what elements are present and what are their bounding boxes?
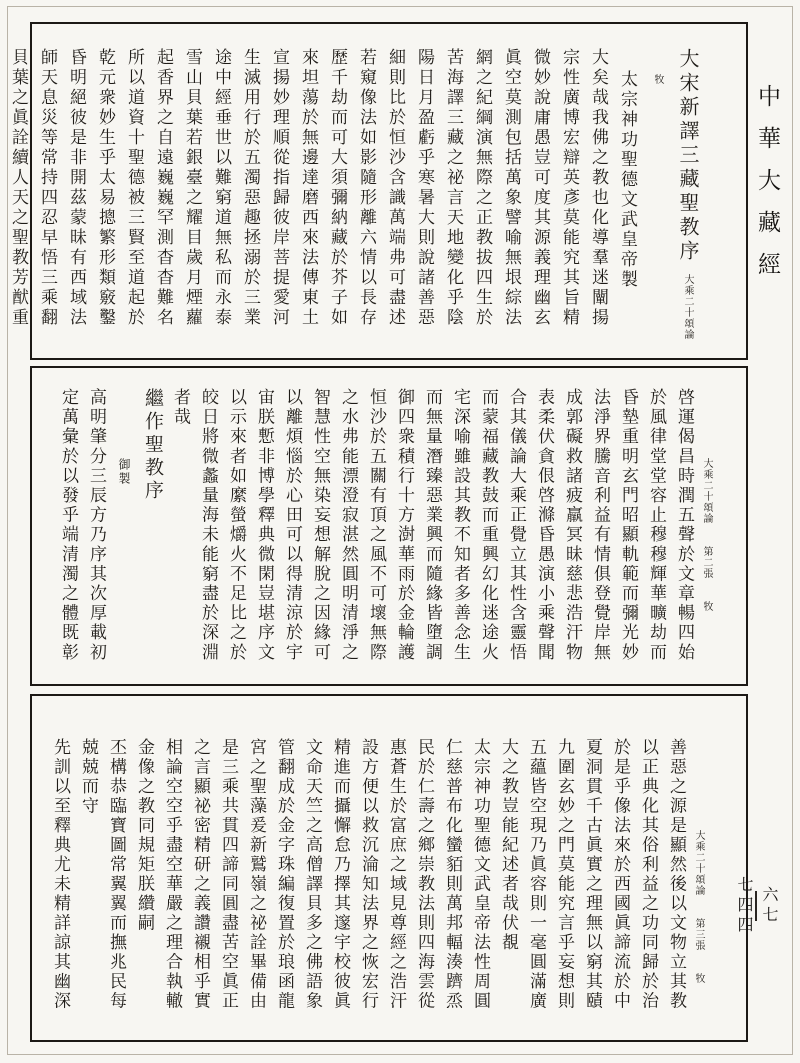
column-text: 精進而攝懈怠乃擇其邃宇校彼眞	[331, 738, 350, 1011]
column-text: 者哉	[171, 388, 190, 428]
text-column	[102, 738, 130, 1034]
text-column	[46, 738, 74, 1034]
column-text: 民於仁壽之鄉崇教法則四海雲從	[415, 738, 434, 1011]
text-column	[586, 388, 614, 678]
column-text: 來坦蕩於無邊達磨西來法傳東土	[299, 48, 318, 328]
column-text: 微妙說庸愚豈可度其源義理幽玄	[531, 48, 550, 328]
column-text: 於是乎像法來於西國眞諦流於中	[611, 738, 630, 1011]
column-text: 之水弗能漂澄寂湛然圓明清淨之	[339, 388, 358, 663]
column-text: 以正典化其俗利益之功同歸於治	[639, 738, 658, 1011]
column-text: 若窺像法如影隨形離六情以長存	[357, 48, 376, 328]
column-text: 於風律堂堂容止穆穆輝華曠劫而	[647, 388, 666, 663]
text-column	[555, 48, 584, 352]
text-column	[194, 388, 222, 678]
scroll-annotation: 大乘二十頌論	[682, 274, 693, 340]
column-text: 善惡之源是顯然後以文物立其教	[667, 738, 686, 1011]
text-column	[474, 388, 502, 678]
text-column	[410, 48, 439, 352]
column-text: 苦海譯三藏之祕言天地變化乎陰	[444, 48, 463, 328]
column-text: 宅深喻雖設其教不知者多善念生	[451, 388, 470, 663]
column-text: 仁慈普布化蠻貊則萬邦輻湊躋烝	[443, 738, 462, 1011]
column-text: 夏洞貫千古眞實之理無以窮其賾	[583, 738, 602, 1011]
column-text: 大之教豈能紀述者哉伏覩	[499, 738, 518, 953]
text-column	[33, 48, 62, 352]
text-column	[62, 48, 91, 352]
text-column	[438, 738, 466, 1034]
text-column	[390, 388, 418, 678]
second-preface-title	[138, 388, 166, 678]
column-text: 成郭礙救諸疲羸冥昧慈悲浩汗物	[563, 388, 582, 663]
text-column	[662, 738, 690, 1034]
text-column	[334, 388, 362, 678]
text-column	[606, 738, 634, 1034]
canon-title: 中華大藏經	[755, 84, 780, 294]
text-column	[362, 388, 390, 678]
column-text: 雪山貝葉若銀臺之耀目歲月煙蘿	[183, 48, 202, 328]
column-text: 以示來者如縻螢爝火不足比之於	[227, 388, 246, 663]
column-text: 而蒙福藏教鼓而重興幻化迷途火	[479, 388, 498, 663]
column-text: 先訓以至釋典尤未精詳諒其幽深	[51, 738, 70, 1011]
column-text: 起香界之自遠巍巍罕測杳杳難名	[154, 48, 173, 328]
column-text: 管翻成於金字珠編復置於琅函龍	[275, 738, 294, 1011]
text-column	[494, 738, 522, 1034]
column-text: 宙朕慙非博學釋典微閑豈堪序文	[255, 388, 274, 663]
column-text: 惠蒼生於富庶之域見尊經之浩汗	[387, 738, 406, 1011]
column-text: 繼作聖教序	[142, 388, 163, 503]
column-text: 師天息災等常持四忍早悟三乘翻	[38, 48, 57, 328]
column-text: 以離煩惱於心田可以得清涼於宇	[283, 388, 302, 663]
column-text: 宗性廣博宏辯英彥莫能究其旨精	[560, 48, 579, 328]
column-text: 歷千劫而可大須彌納藏於芥子如	[328, 48, 347, 328]
text-column	[270, 738, 298, 1034]
text-column	[298, 738, 326, 1034]
text-column	[502, 388, 530, 678]
column-text: 乾元衆妙生乎太易摠繁形類竅鑿	[96, 48, 115, 328]
text-column	[207, 48, 236, 352]
text-column	[323, 48, 352, 352]
column-text: 太宗神功聖德文武皇帝製	[618, 70, 637, 290]
case-number-annotation: 牧	[652, 74, 663, 85]
text-block-bottom	[30, 694, 748, 1042]
text-column	[382, 738, 410, 1034]
text-column	[526, 48, 555, 352]
text-column	[242, 738, 270, 1034]
column-text: 之言顯祕密精研之義讚襯相乎實	[191, 738, 210, 1011]
text-column	[4, 48, 33, 352]
text-column	[578, 738, 606, 1034]
text-column	[446, 388, 474, 678]
scroll-marker	[690, 738, 706, 1034]
column-text: 昏明絕彼是非開茲蒙昧有西域法	[67, 48, 86, 328]
column-text: 陽日月盈虧乎寒暑大則說諸善惡	[415, 48, 434, 328]
column-text: 眞空莫測包括萬象譬喻無垠綜法	[502, 48, 521, 328]
column-text: 是三乘共貫四諦同圓盡苦空眞正	[219, 738, 238, 1011]
text-column	[166, 388, 194, 678]
column-text: 而無量潛臻惡業興而隨緣皆墮調	[423, 388, 442, 663]
column-text: 九圍玄妙之門莫能究言乎妄想則	[555, 738, 574, 1011]
text-block-top	[9, 22, 748, 360]
column-text: 途中經垂世以難窮道無私而永泰	[212, 48, 231, 328]
column-text: 大宋新譯三藏聖教序	[676, 48, 698, 264]
column-text: 昏墊重明玄門昭顯軌範而彌光妙	[619, 388, 638, 663]
text-column	[558, 388, 586, 678]
text-column	[326, 738, 354, 1034]
text-column	[468, 48, 497, 352]
text-column	[352, 48, 381, 352]
text-column	[522, 738, 550, 1034]
text-column	[214, 738, 242, 1034]
column-text: 大乘二十頌論 第二張 牧	[701, 458, 712, 612]
column-text: 網之紀綱演無際之正教拔四生於	[473, 48, 492, 328]
text-column	[222, 388, 250, 678]
column-text: 宣揚妙理順從指歸彼岸菩提愛河	[270, 48, 289, 328]
text-column	[130, 738, 158, 1034]
column-text: 御製	[117, 458, 131, 486]
text-column	[584, 48, 613, 352]
text-column	[614, 388, 642, 678]
column-text: 表柔伏貪佷啓滌昏愚演小乘聲聞	[535, 388, 554, 663]
text-column	[186, 738, 214, 1034]
column-text: 所以道資十聖德被三賢至道起於	[125, 48, 144, 328]
right-margin	[735, 0, 800, 1063]
page-number-page: 七四四	[735, 876, 752, 936]
scroll-marker	[698, 388, 714, 678]
column-text: 御四衆積行十方澍華雨於金輪護	[395, 388, 414, 663]
column-text: 太宗神功聖德文武皇帝法性周圓	[471, 738, 490, 1011]
text-column	[178, 48, 207, 352]
text-column	[418, 388, 446, 678]
text-column	[634, 738, 662, 1034]
column-text: 五蘊皆空現乃眞容則一毫圓滿廣	[527, 738, 546, 1011]
column-text: 文命天竺之高僧譯貝多之佛語象	[303, 738, 322, 1011]
sutra-preface-title	[642, 48, 702, 352]
column-text: 合其儀論大乘正覺立其性含靈悟	[507, 388, 526, 663]
text-column	[466, 738, 494, 1034]
column-text: 法淨界騰音利益有情俱登覺岸無	[591, 388, 610, 663]
column-text: 宮之聖藻爰新鷲嶺之祕詮畢備由	[247, 738, 266, 1011]
text-column	[265, 48, 294, 352]
text-column	[74, 738, 102, 1034]
text-column	[120, 48, 149, 352]
column-text: 相論空空乎盡空華嚴之理合執轍	[163, 738, 182, 1011]
column-text: 大矣哉我佛之教也化導羣迷闡揚	[589, 48, 608, 328]
text-column	[149, 48, 178, 352]
text-column	[381, 48, 410, 352]
column-text: 金像之教同規矩朕纘嗣	[135, 738, 154, 933]
text-column	[250, 388, 278, 678]
text-column	[550, 738, 578, 1034]
text-column	[410, 738, 438, 1034]
text-column	[158, 738, 186, 1034]
column-text: 生滅用行於五濁惡趣拯溺於三業	[241, 48, 260, 328]
text-column	[236, 48, 265, 352]
page-number-divider	[755, 891, 757, 921]
page-number-volume: 六七	[760, 886, 777, 926]
text-column	[54, 388, 82, 678]
column-text: 恒沙於五關有頂之風不可壞無際	[367, 388, 386, 663]
text-column	[497, 48, 526, 352]
text-column	[91, 48, 120, 352]
column-text: 啓運偈昌時潤五聲於文章暢四始	[675, 388, 694, 663]
column-text: 定萬彙於以發乎端清濁之體既彰	[59, 388, 78, 663]
text-column	[642, 388, 670, 678]
text-column	[354, 738, 382, 1034]
text-column	[82, 388, 110, 678]
column-text: 設方便以救沉淪知法界之恢宏行	[359, 738, 378, 1011]
column-text: 細則比於恒沙含識萬端弗可盡述	[386, 48, 405, 328]
column-text: 兢兢而守	[79, 738, 98, 816]
column-text: 貝葉之眞詮續人天之聖教芳猷重	[9, 48, 28, 328]
column-text: 大乘二十頌論 第三張 牧	[693, 830, 704, 984]
text-column	[670, 388, 698, 678]
column-text: 智慧性空無染妄想解脫之因緣可	[311, 388, 330, 663]
column-text: 皎日將微蠡量海未能窮盡於深淵	[199, 388, 218, 663]
column-text: 丕構恭臨寶圖常翼翼而撫兆民每	[107, 738, 126, 1011]
column-text: 高明肇分三辰方乃序其次厚載初	[87, 388, 106, 663]
text-column	[294, 48, 323, 352]
text-column	[278, 388, 306, 678]
text-column	[439, 48, 468, 352]
text-column	[306, 388, 334, 678]
author-attribution	[613, 48, 642, 352]
text-block-middle	[30, 366, 748, 686]
text-column	[530, 388, 558, 678]
imperial-attribution	[110, 388, 138, 678]
